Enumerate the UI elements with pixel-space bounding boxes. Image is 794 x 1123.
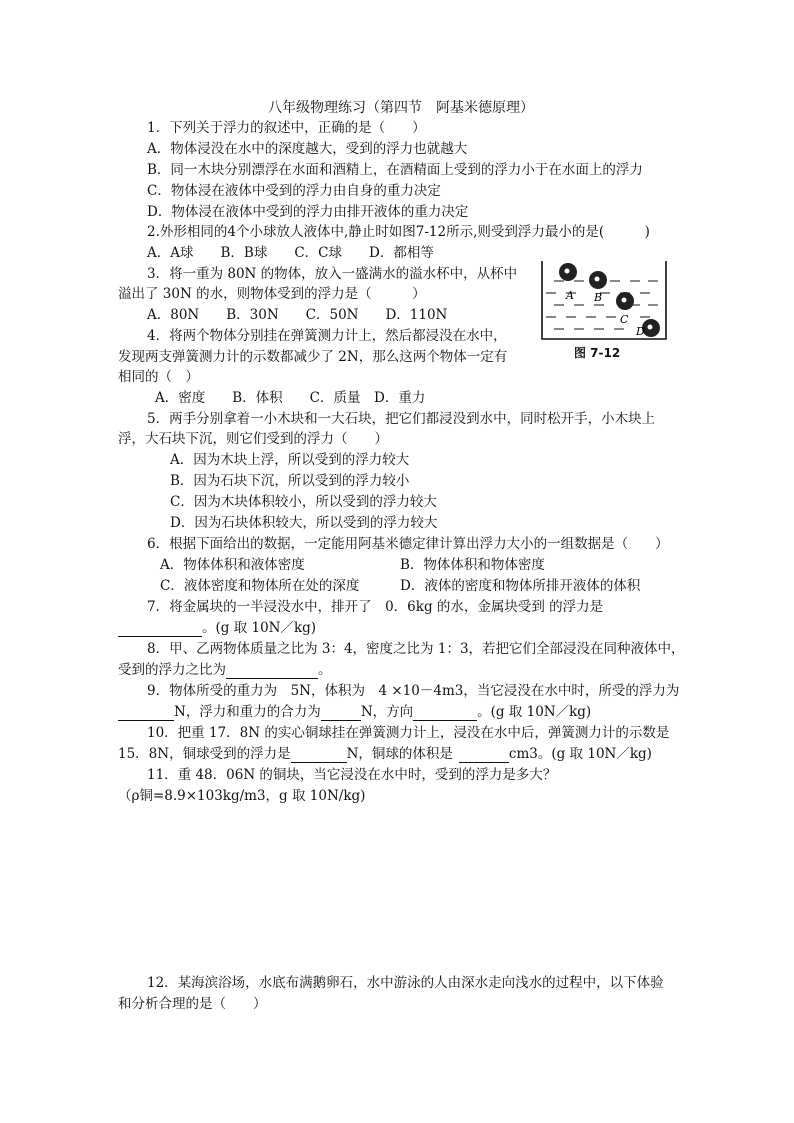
label-b: B — [594, 291, 603, 304]
label-c: C — [620, 313, 629, 326]
q9-line1: 9．物体所受的重力为 5N，体积为 4 ×10－4m3，当它浸没在水中时，所受的浮力为 — [147, 683, 680, 699]
q12-line2: 和分析合理的是（ ） — [118, 996, 267, 1012]
q6-option-c: C．液体密度和物体所在处的深度 — [160, 578, 360, 594]
q9-resultant-blank[interactable] — [321, 706, 361, 721]
q2-stem: 2.外形相同的4个小球放人液体中,静止时如图7-12所示,则受到浮力最小的是( ) — [147, 224, 650, 240]
figure-caption: 图 7-12 — [574, 346, 621, 360]
q9-seg3: 。(g 取 10N／kg) — [477, 704, 592, 720]
q8-line1: 8．甲、乙两物体质量之比为 3：4，密度之比为 1：3，若把它们全部浸没在同种液体中， — [147, 641, 685, 657]
q10-seg3: cm3。(g 取 10N／kg) — [508, 746, 652, 762]
q4-options: A．密度 B．体积 C．质量 D．重力 — [155, 390, 426, 406]
q10-line2 — [118, 745, 652, 763]
q10-buoyancy-blank[interactable] — [291, 748, 347, 763]
ball-a — [559, 263, 577, 281]
q3-line2: 溢出了 30N 的水，则物体受到的浮力是（ ） — [118, 286, 426, 302]
q6-stem: 6．根据下面给出的数据，一定能用阿基米德定律计算出浮力大小的一组数据是（ ） — [147, 536, 669, 552]
q12-line1: 12．某海滨浴场，水底布满鹅卵石，水中游泳的人由深水走向浅水的过程中，以下体验 — [147, 975, 664, 991]
q7-answer-blank[interactable] — [118, 622, 202, 637]
q2-options: A．A球 B．B球 C．C球 D．都相等 — [147, 245, 434, 261]
q10-volume-blank[interactable] — [459, 748, 509, 763]
q1-option-a: A．物体浸没在水中的深度越大，受到的浮力也就越大 — [147, 141, 468, 157]
q3-options: A．80N B．30N C．50N D．110N — [147, 307, 448, 323]
label-d: D — [636, 325, 645, 338]
q1-stem: 1．下列关于浮力的叙述中，正确的是（ ） — [147, 120, 426, 136]
q7-line2-tail: 。(g 取 10N／kg) — [202, 620, 317, 636]
water-lines — [546, 281, 658, 329]
q4-line2: 发现两支弹簧测力计的示数都减少了 2N，那么这两个物体一定有 — [118, 349, 508, 365]
q8-line2-head: 受到的浮力之比为 — [118, 662, 226, 678]
q9-line2 — [118, 703, 591, 721]
q11-line1: 11．重 48．06N 的铜块，当它浸没在水中时，受到的浮力是多大？ — [147, 767, 557, 783]
q6-option-b: B．物体体积和物体密度 — [400, 557, 545, 573]
q1-option-b: B．同一木块分别漂浮在水面和酒精上，在酒精面上受到的浮力小于在水面上的浮力 — [147, 162, 643, 178]
ball-c — [616, 292, 634, 310]
q11-line2: （ρ铜=8.9×103kg/m3，g 取 10N/kg) — [118, 788, 366, 804]
q7-line1: 7．将金属块的一半浸没水中，排开了 0．6kg 的水，金属块受到 的浮力是 — [147, 599, 604, 615]
q9-direction-blank[interactable] — [413, 706, 477, 721]
q9-seg1: N，浮力和重力的合力为 — [174, 704, 321, 720]
q8-line2 — [118, 661, 332, 679]
q1-option-d: D．物体浸在液体中受到的浮力由排开液体的重力决定 — [147, 204, 469, 220]
q10-line1: 10．把重 17．8N 的实心铜球挂在弹簧测力计上，浸没在水中后，弹簧测力计的示数是 — [147, 725, 670, 741]
q3-line1: 3．将一重为 80N 的物体，放入一盛满水的溢水杯中，从杯中 — [147, 266, 518, 282]
q8-answer-blank[interactable] — [226, 664, 318, 679]
label-a: A — [566, 289, 574, 302]
q5-line1: 5．两手分别拿着一小木块和一大石块，把它们都浸没到水中，同时松开手，小木块上 — [147, 411, 656, 427]
q4-line1: 4．将两个物体分别挂在弹簧测力计上，然后都浸没在水中， — [147, 328, 507, 344]
q5-option-a: A．因为木块上浮，所以受到的浮力较大 — [170, 452, 410, 468]
q5-option-c: C．因为木块体积较小，所以受到的浮力较大 — [170, 494, 437, 510]
q4-line3: 相同的（ ） — [118, 369, 199, 385]
q9-buoyancy-blank[interactable] — [118, 706, 174, 721]
q5-line2: 浮，大石块下沉，则它们受到的浮力（ ） — [118, 431, 388, 447]
q10-seg2: N，铜球的体积是 — [346, 746, 453, 762]
q8-line2-tail: 。 — [318, 662, 332, 678]
q1-option-c: C．物体浸在液体中受到的浮力由自身的重力决定 — [147, 183, 441, 199]
q6-option-a: A．物体体积和液体密度 — [160, 557, 305, 573]
q7-line2 — [118, 619, 316, 637]
q5-option-d: D．因为石块体积较大，所以受到的浮力较大 — [170, 515, 438, 531]
ball-b — [589, 271, 607, 289]
q5-option-b: B．因为石块下沉，所以受到的浮力较小 — [170, 473, 410, 489]
q6-option-d: D．液体的密度和物体所排开液体的体积 — [400, 578, 641, 594]
q10-seg1: 15．8N，铜球受到的浮力是 — [118, 746, 291, 762]
page-title: 八年级物理练习（第四节 阿基米德原理） — [268, 100, 534, 116]
q9-seg2: N，方向 — [360, 704, 414, 720]
